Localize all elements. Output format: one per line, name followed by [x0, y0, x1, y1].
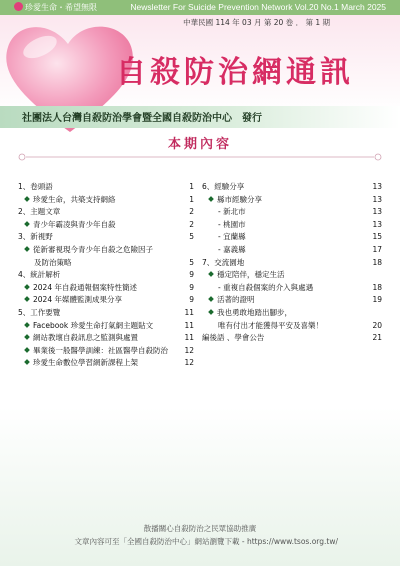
diamond-bullet-icon: [24, 322, 30, 328]
english-title: Newsletter For Suicide Prevention Network Vol.20 No.1 March 2025: [130, 2, 386, 12]
toc-page-number: 17: [372, 244, 382, 254]
toc-entry-label: 6、經驗分享: [202, 182, 245, 191]
toc-page-number: 5: [189, 257, 194, 267]
toc-page-number: 1: [189, 182, 194, 191]
toc-entry-title: [18, 207, 60, 216]
toc-page-number: 2: [189, 219, 194, 229]
toc-entry-label: 珍愛生命數位學習網新課程上架: [33, 358, 138, 368]
toc-entry: [18, 194, 194, 207]
toc-entry-label: 1、卷頭語: [18, 182, 53, 191]
toc-entry-label: 我也勇敢地踏出腳步，: [217, 307, 292, 317]
toc-entry-label: 唯有付出才能獲得平安及喜樂！: [218, 320, 323, 330]
toc-entry-title: [18, 220, 116, 229]
toc-entry-label: 4、統計解析: [18, 270, 61, 280]
diamond-bullet-icon: [24, 246, 30, 252]
toc-entry: [202, 206, 382, 219]
footer-line-2: 文章內容可至「全國自殺防治中心」網站瀏覽下載 - https://www.tsos.org.tw/: [74, 537, 338, 546]
toc-page-number: 13: [372, 219, 382, 229]
toc-entry: [202, 231, 382, 244]
toc-entry-title: [202, 270, 285, 279]
brand-slogan: 珍愛生命・希望無限: [25, 3, 97, 12]
toc-entry: [202, 320, 382, 333]
diamond-bullet-icon: [208, 297, 214, 303]
toc-entry-title: [202, 220, 246, 229]
toc-entry: [18, 244, 194, 257]
toc-entry-label: - 重複自殺個案的介入與處遇: [218, 282, 314, 292]
toc-page-number: 18: [372, 257, 382, 267]
toc-entry-label: 5、工作要覽: [18, 307, 61, 317]
toc-page-number: 1: [189, 194, 194, 204]
toc-entry-label: 2024 年媒體監測成果分享: [33, 295, 122, 305]
toc-entry: [202, 307, 382, 320]
toc-heading: 本期內容: [167, 137, 232, 152]
toc-entry-label: 7、交流園地: [202, 257, 245, 267]
toc-entry-label: 從新審視現今青少年自殺之危險因子: [33, 244, 153, 254]
toc-entry-title: [18, 195, 116, 204]
toc-page-number: 9: [189, 295, 194, 305]
toc-entry: [202, 181, 382, 194]
toc-entry-title: [202, 195, 262, 204]
toc-entry-label: 3、新視野: [18, 232, 53, 242]
toc-entry-title: [18, 182, 53, 191]
toc-entry-title: [18, 308, 60, 317]
toc-entry: [18, 231, 194, 244]
toc-page-number: 11: [184, 320, 194, 330]
toc-page-number: 13: [372, 207, 382, 217]
diamond-bullet-icon: [208, 196, 214, 202]
toc-entry: [18, 332, 194, 345]
toc-entry-title: [202, 295, 255, 304]
toc-entry-title: [202, 333, 264, 342]
toc-right-column: [202, 181, 382, 345]
toc-entry-label: 編後語 、學會公告: [202, 333, 265, 343]
toc-entry: [18, 269, 194, 282]
toc-entry: [202, 257, 382, 270]
diamond-bullet-icon: [24, 284, 30, 290]
toc-entry-label: 縣市經驗分享: [217, 194, 262, 204]
toc-entry: [18, 345, 194, 358]
toc-page-number: 21: [372, 333, 382, 343]
toc-entry: [18, 219, 194, 232]
diamond-bullet-icon: [24, 334, 30, 340]
toc-entry-label: 2、主題文章: [18, 207, 61, 217]
toc-page-number: 9: [189, 270, 194, 280]
toc-entry-title: [202, 321, 323, 330]
diamond-bullet-icon: [208, 309, 214, 315]
toc-entry: [18, 282, 194, 295]
toc-entry: [202, 332, 382, 345]
toc-entry-title: [202, 207, 246, 216]
publisher: 社團法人台灣自殺防治學會暨全國自殺防治中心 發行: [22, 113, 262, 124]
toc-entry-title: [18, 321, 153, 330]
toc-entry-label: - 宜蘭縣: [218, 232, 246, 242]
toc-entry-title: [18, 358, 138, 367]
toc-page-number: 18: [372, 282, 382, 292]
toc-entry-label: 網站教壞自殺訊息之監測與處置: [33, 333, 138, 343]
toc-entry: [18, 181, 194, 194]
toc-page-number: 20: [372, 320, 382, 330]
toc-page-number: 13: [372, 194, 382, 204]
toc-entry-title: [18, 333, 138, 342]
toc-page-number: 9: [189, 282, 194, 292]
toc-entry-title: [202, 232, 246, 241]
toc-page-number: 13: [372, 182, 382, 191]
toc-entry-label: 珍愛生命，共築支持網絡: [33, 194, 116, 204]
diamond-bullet-icon: [208, 271, 214, 277]
toc-entry-label: - 桃園市: [218, 219, 246, 229]
toc-entry: [18, 206, 194, 219]
diamond-bullet-icon: [24, 196, 30, 202]
toc-left-column: [18, 181, 194, 370]
toc-entry: [18, 257, 194, 270]
footer-line-1: 散播關心自殺防治之民眾協助推廣: [143, 524, 257, 533]
toc-entry-title: [202, 245, 246, 254]
toc-entry: [202, 269, 382, 282]
toc-entry-title: [18, 258, 72, 267]
toc-page-number: 12: [184, 345, 194, 355]
toc-entry-label: 穩定陪伴，穩定生活: [217, 270, 285, 280]
toc-page-number: 2: [189, 207, 194, 217]
toc-entry-label: 及防治策略: [34, 257, 72, 267]
diamond-bullet-icon: [24, 347, 30, 353]
toc-entry-label: 青少年霸凌與青少年自殺: [33, 219, 116, 229]
toc-entry-title: [202, 308, 292, 317]
toc-entry: [18, 307, 194, 320]
toc-entry: [202, 282, 382, 295]
toc-entry: [18, 357, 194, 370]
diamond-bullet-icon: [24, 221, 30, 227]
toc-entry-title: [18, 245, 153, 254]
toc-entry-label: 畢業後一般醫學訓練：社區醫學自殺防治: [33, 345, 168, 355]
toc-page-number: 19: [372, 295, 382, 305]
toc-entry-title: [18, 283, 137, 292]
toc-entry: [202, 194, 382, 207]
toc-entry-title: [18, 346, 168, 355]
toc-entry-label: - 嘉義縣: [218, 244, 246, 254]
toc-entry-label: 2024 年自殺通報個案特性簡述: [33, 282, 137, 292]
toc-entry: [202, 219, 382, 232]
toc-entry-label: - 新北市: [218, 207, 246, 217]
toc-entry-label: Facebook 珍愛生命打氣網主題貼文: [33, 320, 154, 330]
toc-entry-title: [202, 283, 313, 292]
toc-entry: [18, 294, 194, 307]
toc-entry: [18, 320, 194, 333]
toc-entry-label: 活著的證明: [217, 295, 255, 305]
toc-entry-title: [18, 232, 53, 241]
diamond-bullet-icon: [24, 297, 30, 303]
toc-entry-title: [202, 182, 244, 191]
ornament-divider: [18, 150, 382, 164]
toc-page-number: 5: [189, 232, 194, 242]
toc-page-number: 15: [372, 232, 382, 242]
toc-entry-title: [18, 270, 60, 279]
diamond-bullet-icon: [24, 359, 30, 365]
toc-page-number: 11: [184, 333, 194, 343]
newsletter-title: 自殺防治網通訊: [116, 55, 354, 90]
heart-logo-icon: [14, 2, 23, 11]
issue-info: 中華民國 114 年 03 月 第 20 卷 ． 第 1 期: [183, 18, 330, 27]
toc-entry-title: [18, 295, 122, 304]
toc-page-number: 12: [184, 358, 194, 368]
toc-entry: [202, 294, 382, 307]
toc-entry: [202, 244, 382, 257]
toc-entry-title: [202, 258, 244, 267]
toc-page-number: 11: [184, 307, 194, 317]
